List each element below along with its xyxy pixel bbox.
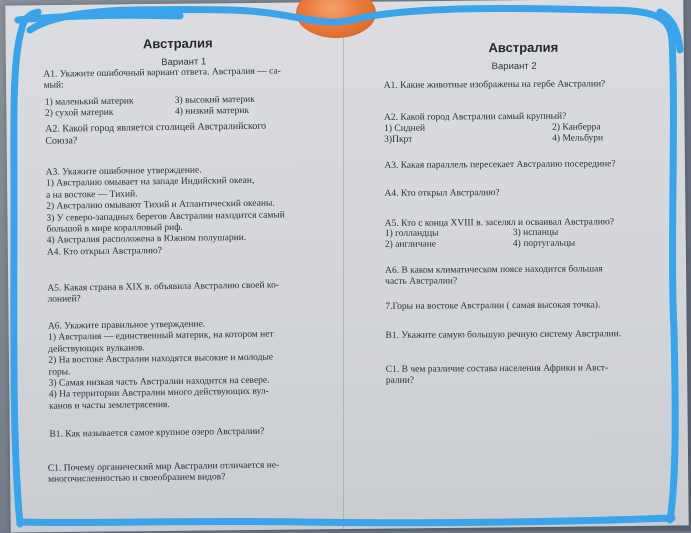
v2-a2-option: 3)Пкрт: [384, 135, 413, 146]
v2-a5-options: [385, 227, 633, 252]
v2-question-b1: В1. Укажите самую большую речную систему Австралии.: [385, 329, 622, 341]
v2-question-a3: А3. Какая параллель пересекает Австралию посередине?: [384, 159, 616, 171]
v2-a2-option: 1) Сидней: [384, 123, 426, 134]
v2-question-a1: А1. Какие животные изображены на гербе Австралии?: [383, 79, 606, 91]
variant-1-title: Австралия: [142, 35, 213, 52]
v2-question-c1: С1. В чем различие состава населения Африки и Авст- ралии?: [385, 363, 609, 387]
v1-question-a5: А5. Какая страна в XIX в. объявила Австралию своей ко- лонией?: [47, 280, 280, 306]
v1-a1-option: 3) высокий материк: [174, 94, 255, 106]
v2-a5-option: 2) англичане: [384, 239, 437, 251]
v2-question-a5: А5. Кто с конца XVIII в. заселял и осваивал Австралию?: [384, 217, 615, 229]
v2-a2-option: 2) Канберра: [552, 122, 601, 133]
v1-question-c1: С1. Почему органический мир Австралии отличается не- многочисленностью и своеобразием видов?: [47, 460, 280, 486]
v1-question-a3-a4: А3. Укажите ошибочное утверждение. 1) Австралию омывает на западе Индийский океан, а на востоке — Тихий. 2) Австралию омывают Тихий и Атлантический океаны. 3) У северо-западных берегов Австралии находится самый большой в мире коралловый риф. 4) Австралия расположена в Южном полушарии. А4. Кто открыл Австралию?: [45, 165, 285, 258]
variant-2-column: [341, 0, 691, 532]
v1-question-a2: А2. Какой город является столицей Австралийского Союза?: [45, 120, 267, 147]
v2-a5-option: 1) голландцы: [384, 228, 439, 239]
v2-a5-option: 4) португальцы: [512, 238, 576, 250]
v1-a1-option: 1) маленький материк: [44, 96, 134, 108]
v1-question-b1: В1. Как называется самое крупное озеро Австралии?: [49, 426, 265, 440]
v2-a2-options: [384, 122, 652, 147]
variant-1-label: Вариант 1: [161, 56, 207, 69]
variant-2-title: Австралия: [488, 39, 559, 56]
v1-a1-options: [45, 94, 295, 120]
v2-a5-option: 3) испанцы: [512, 227, 559, 239]
v2-question-a4: А4. Кто открыл Австралию?: [384, 188, 500, 199]
v2-a2-option: 4) Мельбурн: [552, 133, 604, 145]
v1-a1-option: 4) низкий материк: [174, 106, 250, 118]
v2-question-a6: А6. В каком климатическом поясе находится большая часть Австралии?: [385, 264, 603, 288]
v2-question-7: 7.Горы на востоке Австралии ( самая высокая точка).: [385, 300, 601, 312]
v1-question-a6: А6. Укажите правильное утверждение. 1) Австралия — единственный материк, на котором нет действующих вулканов. 2) На востоке Австралии находятся высокие и молодые горы. 3) Самая низкая часть Австралии находится на севере. 4) На территории Австралии много действующих вул- канов и часты землетрясения.: [47, 319, 274, 412]
v2-question-a2: А2. Какой город Австралии самый крупный?: [383, 111, 567, 123]
v1-question-a1: А1. Укажите ошибочный вариант ответа. Австралия — са- мый:: [43, 66, 281, 92]
v1-a1-option: 2) сухой материк: [44, 108, 114, 120]
variant-2-label: Вариант 2: [491, 60, 537, 73]
